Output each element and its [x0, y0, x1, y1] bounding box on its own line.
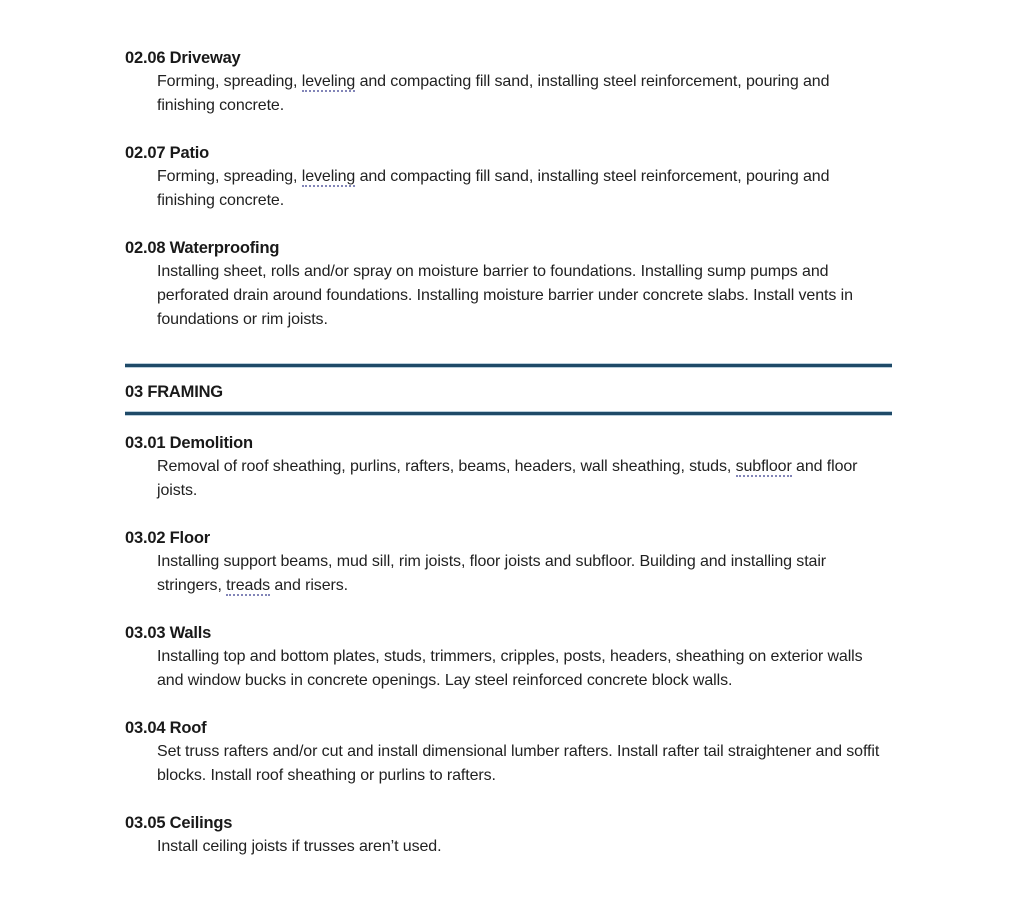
spellcheck-word: treads	[226, 577, 271, 594]
section-heading: 02.06 Driveway	[125, 49, 241, 67]
section-body: Install ceiling joists if trusses aren’t used.	[157, 838, 442, 855]
section-demolition	[125, 431, 892, 503]
section-heading: 03.01 Demolition	[125, 434, 253, 452]
section-body: Forming, spreading, leveling and compacting fill sand, installing steel reinforcement, pouring and finishing concrete.	[157, 73, 830, 114]
section-body: Forming, spreading, leveling and compacting fill sand, installing steel reinforcement, pouring and finishing concrete.	[157, 168, 830, 209]
section-floor	[125, 526, 892, 598]
spellcheck-word: leveling	[301, 73, 356, 90]
division-framing	[125, 363, 892, 416]
section-body: Removal of roof sheathing, purlins, rafters, beams, headers, wall sheathing, studs, subfloor and floor joists.	[157, 458, 858, 499]
spellcheck-word: leveling	[301, 168, 356, 185]
section-heading: 03.03 Walls	[125, 624, 212, 642]
section-walls	[125, 621, 892, 693]
section-waterproofing	[125, 236, 892, 332]
section-body: Set truss rafters and/or cut and install dimensional lumber rafters. Install rafter tail straightener and soffit blocks. Install roof sheathing or purlins to rafters.	[157, 743, 880, 784]
division-heading: 03 FRAMING	[125, 383, 223, 401]
section-heading: 02.08 Waterproofing	[125, 239, 280, 257]
section-heading: 03.04 Roof	[125, 719, 207, 737]
section-roof	[125, 716, 892, 788]
division-rule-bottom	[125, 411, 892, 416]
spellcheck-word: subfloor	[735, 458, 792, 475]
section-heading: 02.07 Patio	[125, 144, 210, 162]
section-body: Installing top and bottom plates, studs, trimmers, cripples, posts, headers, sheathing on exterior walls and window bucks in concrete openings. Lay steel reinforced concrete block walls.	[157, 648, 863, 689]
section-driveway	[125, 46, 892, 118]
section-patio	[125, 141, 892, 213]
section-ceilings	[125, 811, 892, 859]
section-heading: 03.02 Floor	[125, 529, 210, 547]
section-body: Installing sheet, rolls and/or spray on moisture barrier to foundations. Installing sump pumps and perforated drain around foundations. Installing moisture barrier under concrete slabs. Install vents in foundations or rim joists.	[157, 263, 853, 328]
section-heading: 03.05 Ceilings	[125, 814, 233, 832]
document-content	[125, 46, 892, 882]
section-body: Installing support beams, mud sill, rim joists, floor joists and subfloor. Building and installing stair stringers, treads and risers.	[157, 553, 827, 594]
